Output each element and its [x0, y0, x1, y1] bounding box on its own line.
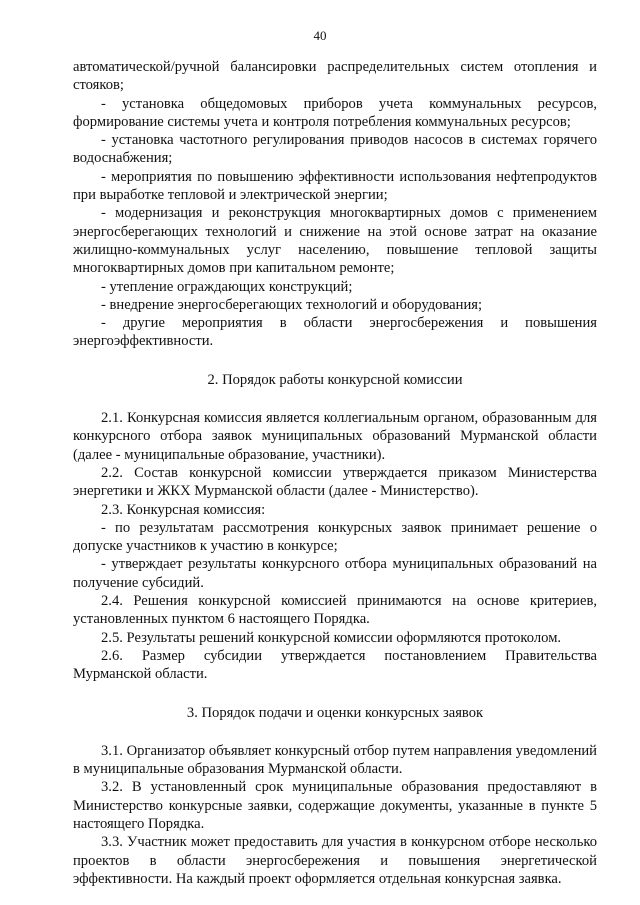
paragraph: 2.4. Решения конкурсной комиссией принимаются на основе критериев, установленных пунктом 6 настоящего Порядка.	[73, 593, 597, 628]
section-heading: 2. Порядок работы конкурсной комиссии	[207, 371, 463, 388]
paragraph: - установка частотного регулирования приводов насосов в системах горячего водоснабжения;	[73, 132, 597, 167]
paragraph: 2.1. Конкурсная комиссия является коллегиальным органом, образованным для конкурсного отбора заявок муниципальных образований Мурманской области (далее - муниципальные образование, участники).	[73, 410, 597, 463]
paragraph: 2.2. Состав конкурсной комиссии утверждается приказом Министерства энергетики и ЖКХ Мурманской области (далее - Министерство).	[73, 464, 597, 500]
paragraph: 2.6. Размер субсидии утверждается постановлением Правительства Мурманской области.	[73, 647, 597, 683]
paragraph: 3.2. В установленный срок муниципальные образования предоставляют в Министерство конкурсные заявки, содержащие документы, указанные в пункте 5 настоящего Порядка.	[73, 779, 597, 832]
paragraph: - мероприятия по повышению эффективности использования нефтепродуктов при выработке тепловой и электрической энергии;	[73, 168, 597, 204]
paragraph: 3.3. Участник может предоставить для участия в конкурсном отборе несколько проектов в области энергосбережения и повышения энергетической эффективности. На каждый проект оформляется отдельная конкурсная заявка.	[73, 834, 597, 887]
paragraph: - модернизация и реконструкция многоквартирных домов с применением энергосберегающих технологий и снижение на этой основе затрат на оказание жилищно-коммунальных услуг населению, повышение тепловой защиты многоквартирных домов при капитальном ремонте;	[73, 205, 597, 277]
paragraph: - внедрение энергосберегающих технологий и оборудования;	[101, 296, 483, 313]
paragraph: автоматической/ручной балансировки распределительных систем отопления и стояков;	[73, 59, 597, 94]
paragraph: - установка общедомовых приборов учета коммунальных ресурсов, формирование системы учета и контроля потребления коммунальных ресурсов;	[73, 95, 597, 130]
paragraph: - утверждает результаты конкурсного отбора муниципальных образований на получение субсидий.	[73, 556, 597, 591]
paragraph: - другие мероприятия в области энергосбережения и повышения энергоэффективности.	[73, 315, 597, 350]
paragraph: 2.3. Конкурсная комиссия:	[101, 501, 266, 518]
paragraph: - по результатам рассмотрения конкурсных заявок принимает решение о допуске участников к участию в конкурсе;	[73, 519, 597, 555]
page-number: 40	[313, 28, 327, 43]
paragraph: 3.1. Организатор объявляет конкурсный отбор путем направления уведомлений в муниципальные образования Мурманской области.	[73, 742, 597, 778]
document-body	[73, 58, 597, 888]
paragraph: 2.5. Результаты решений конкурсной комиссии оформляются протоколом.	[101, 629, 562, 646]
section-heading: 3. Порядок подачи и оценки конкурсных заявок	[186, 704, 484, 721]
paragraph: - утепление ограждающих конструкций;	[101, 278, 353, 295]
